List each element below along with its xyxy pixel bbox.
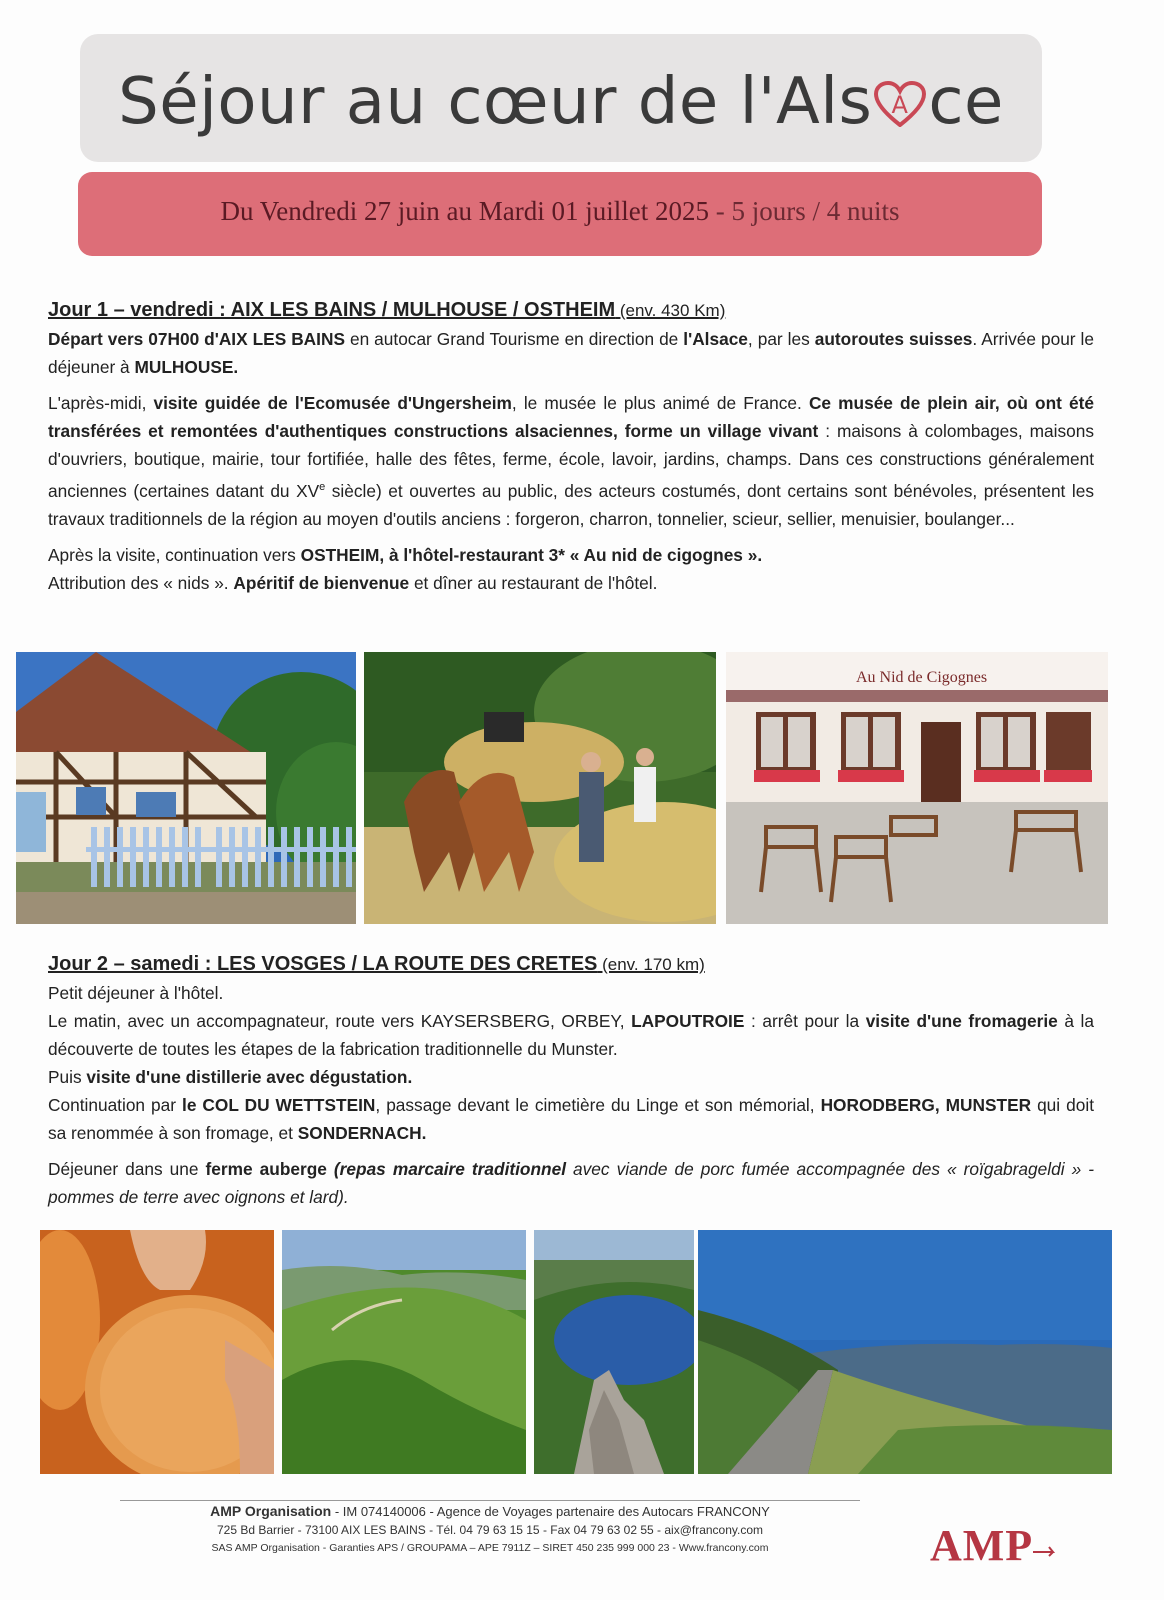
footer-line-2: 725 Bd Barrier - 73100 AIX LES BAINS - Tél. 04 79 63 15 15 - Fax 04 79 63 02 55 - aix@francony.com (216, 1523, 764, 1537)
amp-logo-text: AMP (930, 1521, 1034, 1570)
vosges-hills-photo (282, 1230, 526, 1474)
day1-paragraph-3: Après la visite, continuation vers OSTHEIM, à l'hôtel-restaurant 3* « Au nid de cigognes ». (48, 544, 763, 565)
hotel-nid-de-cigognes-photo (726, 652, 1108, 924)
route-des-cretes-photo (698, 1230, 1112, 1474)
ecomusee-house-photo (16, 652, 356, 924)
day1-distance: (env. 430 Km) (615, 301, 726, 320)
footer-line-3: SAS AMP Organisation - Garanties APS / GROUPAMA – APE 7911Z – SIRET 450 235 999 000 23 - Www.francony.com (211, 1542, 769, 1554)
footer-divider (120, 1500, 860, 1501)
lac-blanc-rocks-photo (534, 1230, 694, 1474)
day1-paragraph-1: Départ vers 07H00 d'AIX LES BAINS en autocar Grand Tourisme en direction de l'Alsace, par les autoroutes suisses. Arrivée pour le déjeuner à MULHOUSE. (48, 329, 1094, 377)
date-banner (78, 172, 1042, 256)
date-text (221, 196, 900, 227)
trip-duration: - 5 jours / 4 nuits (708, 196, 900, 226)
footer-line-1: - IM 074140006 - Agence de Voyages partenaire des Autocars FRANCONY (331, 1504, 770, 1519)
munster-cheese-photo (40, 1230, 274, 1474)
day2-section (48, 950, 1094, 1219)
day1-section (48, 296, 1094, 605)
title-text-end: ce (928, 65, 1004, 139)
day2-heading-text: Jour 2 – samedi : LES VOSGES / LA ROUTE DES CRETES (48, 953, 598, 975)
day1-paragraph-4: Attribution des « nids ». Apéritif de bienvenue et dîner au restaurant de l'hôtel. (48, 572, 658, 593)
day2-line-2: Le matin, avec un accompagnateur, route vers KAYSERSBERG, ORBEY, LAPOUTROIE : arrêt pour la visite d'une fromagerie à la découverte de toutes les étapes de la fabrication traditionnelle du Munster. (48, 1011, 1094, 1059)
amp-logo (930, 1520, 1059, 1571)
day2-heading (48, 950, 1094, 979)
heart-a-logo (872, 70, 928, 134)
day1-paragraph-2: L'après-midi, visite guidée de l'Ecomusée d'Ungersheim, le musée le plus animé de France. Ce musée de plein air, où ont été transférées et remontées d'authentiques constructions alsaciennes, forme un village vivant : maisons à colombages, maisons d'ouvriers, boutique, mairie, tour fortifiée, halle des fêtes, ferme, école, lavoir, jardins, champs. Dans ces constructions généralement anciennes (certaines datant du XVe siècle) et ouvertes au public, des acteurs costumés, dont certains sont bénévoles, présentent les travaux traditionnels de la région au moyen d'outils anciens : forgeron, charron, tonnelier, scieur, sellier, menuisier, boulanger... (48, 393, 1095, 529)
hotel-sign-text: Au Nid de Cigognes (856, 669, 988, 686)
horses-hay-photo (364, 652, 716, 924)
footer-org-name: AMP Organisation (210, 1503, 332, 1519)
title-banner (80, 34, 1042, 162)
day2-line-1: Petit déjeuner à l'hôtel. (48, 983, 224, 1003)
heart-letter: A (891, 91, 909, 119)
day2-line-4: Continuation par le COL DU WETTSTEIN, passage devant le cimetière du Linge et son mémorial, HORODBERG, MUNSTER qui doit sa renommée à son fromage, et SONDERNACH. (48, 1095, 1094, 1143)
page-title (80, 65, 1042, 139)
day2-line-5: Déjeuner dans une ferme auberge (repas marcaire traditionnel avec viande de porc fumée accompagnée des « roïgabrageldi » - pommes de terre avec oignons et lard). (48, 1159, 1094, 1207)
day1-heading-text: Jour 1 – vendredi : AIX LES BAINS / MULHOUSE / OSTHEIM (48, 299, 616, 321)
title-text-start: Séjour au cœur de l'Als (118, 65, 873, 139)
footer (110, 1502, 870, 1557)
day1-heading (48, 296, 1094, 325)
day2-distance: (env. 170 km) (597, 955, 705, 974)
trip-dates: Du Vendredi 27 juin au Mardi 01 juillet 2025 (220, 196, 709, 226)
day2-line-3: Puis visite d'une distillerie avec dégustation. (48, 1067, 413, 1087)
